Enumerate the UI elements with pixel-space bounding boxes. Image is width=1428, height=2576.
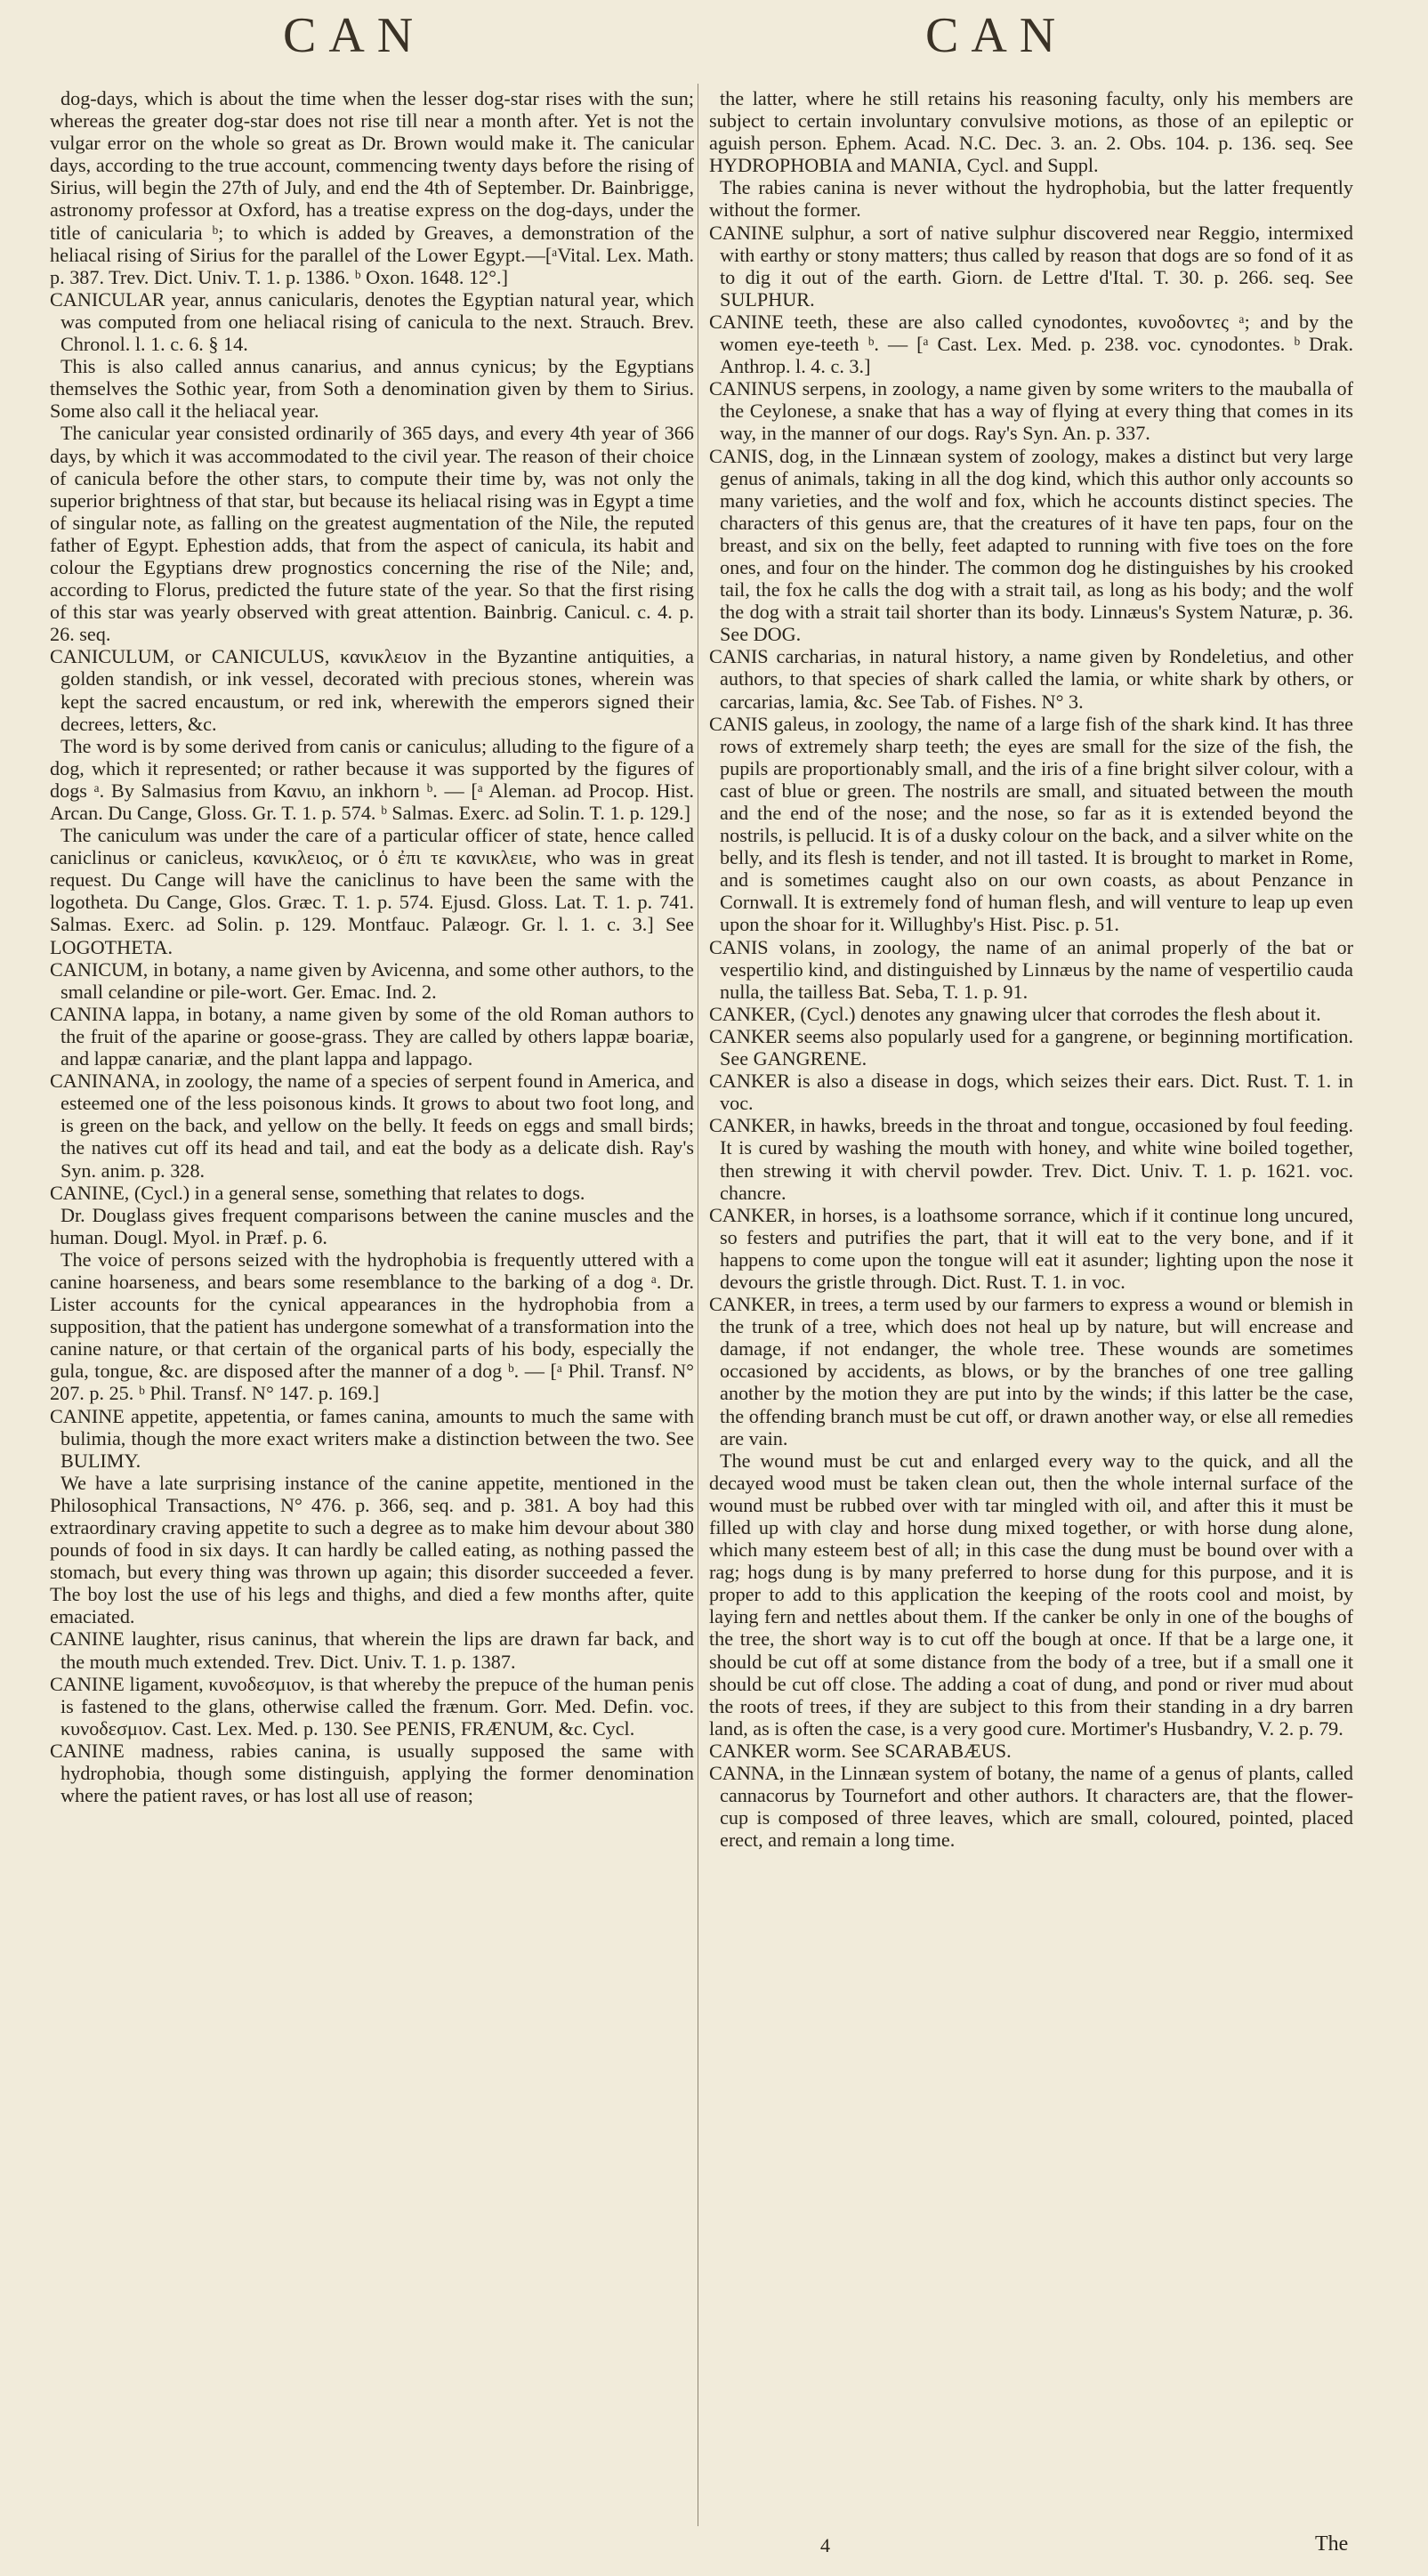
running-head-left: CAN — [283, 8, 426, 63]
entry-paragraph: the latter, where he still retains his reasoning faculty, only his members are subject to certain involuntary convulsive motions, as those of an epileptic or aguish person. Ephem. Acad. N.C. Dec. 3. an. 2. Obs. 104. p. 136. seq. See HYDROPHOBIA and MANIA, Cycl. and Suppl. — [709, 87, 1353, 177]
dictionary-entry: CANINE teeth, these are also called cynodontes, κυνοδοντες ᵃ; and by the women eye-teeth ᵇ. — [ᵃ Cast. Lex. Med. p. 238. voc. cynodontes. ᵇ Drak. Anthrop. l. 4. c. 3.] — [709, 310, 1353, 378]
dictionary-entry: CANIS volans, in zoology, the name of an animal properly of the bat or vespertilio kind, and distinguished by Linnæus by the name of vespertilio cauda nulla, the tailless Bat. Seba, T. 1. p. 91. — [709, 935, 1353, 1003]
dictionary-entry: CANKER is also a disease in dogs, which seizes their ears. Dict. Rust. T. 1. in voc. — [709, 1070, 1353, 1115]
entry-paragraph: The caniculum was under the care of a particular officer of state, hence called caniclinus or canicleus, κανικλειος, or ὁ ἐπι τε κανικλειε, who was in great request. Du Cange will have the caniclinus to have been the same with the logotheta. Du Cange, Glos. Græc. T. 1. p. 574. Ejusd. Gloss. Lat. T. 1. p. 741. Salmas. Exerc. ad Solin. p. 129. Montfauc. Palæogr. Gr. l. 1. c. 3.] See LOGOTHETA. — [50, 824, 694, 958]
dictionary-entry: CANINUS serpens, in zoology, a name given by some writers to the mauballa of the Ceylonese, a snake that has a way of flying at every thing that comes in its way, in the manner of our dogs. Ray's Syn. An. p. 337. — [709, 377, 1353, 445]
dictionary-entry: CANKER, (Cycl.) denotes any gnawing ulcer that corrodes the flesh about it. — [709, 1002, 1321, 1025]
dictionary-entry: CANIS carcharias, in natural history, a name given by Rondeletius, and other authors, to that species of shark called the lamia, or white shark by others, or carcarias, lamia, &c. See Tab. of Fishes. N° 3. — [709, 645, 1353, 713]
page-number: 4 — [820, 2534, 830, 2556]
dictionary-entry: CANICULAR year, annus canicularis, denotes the Egyptian natural year, which was computed from one heliacal rising of canicula to the next. Strauch. Brev. Chronol. l. 1. c. 6. § 14. — [50, 287, 694, 356]
entry-paragraph: This is also called annus canarius, and annus cynicus; by the Egyptians themselves the Sothic year, from Soth a denomination given by them to Sirius. Some also call it the heliacal year. — [50, 355, 694, 423]
dictionary-entry: CANINE madness, rabies canina, is usually supposed the same with hydrophobia, though some distinguish, applying the former denomination where the patient raves, or has lost all use of reason; — [50, 1739, 694, 1807]
dictionary-entry: CANKER, in horses, is a loathsome sorrance, which if it continue long uncured, so festers and putrifies the part, that it will eat to the very bone, and if it happens to come upon the tongue will eat it asunder; lighting upon the nose it devours the gristle through. Dict. Rust. T. 1. in voc. — [709, 1203, 1353, 1293]
dictionary-entry: CANINA lappa, in botany, a name given by some of the old Roman authors to the fruit of the aparine or goose-grass. They are called by others lappæ boariæ, and lappæ canariæ, and the plant lappa and lappago. — [50, 1002, 694, 1070]
dictionary-entry: CANINE sulphur, a sort of native sulphur discovered near Reggio, intermixed with earthy or stony matters; thus called by reason that dogs are so fond of it as to dig it out of the earth. Giorn. de Lettre d'Ital. T. 30. p. 266. seq. See SULPHUR. — [709, 221, 1353, 311]
entry-paragraph: The rabies canina is never without the hydrophobia, but the latter frequently without the former. — [709, 176, 1353, 222]
dictionary-entry: CANKER, in trees, a term used by our farmers to express a wound or blemish in the trunk of a tree, which does not heal up by nature, but will encrease and damage, if not endanger, the whole tree. These wounds are sometimes occasioned by accidents, as blows, or by the branches of one tree galling another by the motion they are put into by the winds; if this latter be the case, the offending branch must be cut off, or drawn another way, or else all remedies are vain. — [709, 1293, 1353, 1450]
dictionary-entry: CANKER worm. See SCARABÆUS. — [709, 1739, 1012, 1762]
dictionary-entry: CANINE laughter, risus caninus, that wherein the lips are drawn far back, and the mouth much extended. Trev. Dict. Univ. T. 1. p. 1387. — [50, 1627, 694, 1673]
dictionary-entry: CANINANA, in zoology, the name of a species of serpent found in America, and esteemed one of the less poisonous kinds. It grows to about two foot long, and is green on the back, and yellow on the belly. It feeds on eggs and small birds; the natives cut off its head and tail, and eat the body as a delicate dish. Ray's Syn. anim. p. 328. — [50, 1070, 694, 1182]
entry-paragraph: We have a late surprising instance of the canine appetite, mentioned in the Philosophical Transactions, N° 476. p. 366, seq. and p. 381. A boy had this extraordinary craving appetite to such a degree as to make him devour about 380 pounds of food in six days. It can hardly be called eating, as nothing passed the stomach, but every thing was thrown up again; this disorder succeeded a fever. The boy lost the use of his legs and thighs, and died a few months after, quite emaciated. — [50, 1471, 694, 1628]
dictionary-entry: CANICUM, in botany, a name given by Avicenna, and some other authors, to the small celandine or pile-wort. Ger. Emac. Ind. 2. — [50, 957, 694, 1003]
entry-paragraph: The canicular year consisted ordinarily of 365 days, and every 4th year of 366 days, by which it was accommodated to the civil year. The reason of their choice of canicula before the other stars, to compute their time by, was not only the superior brightness of that star, but because its heliacal rising was in Egypt a time of singular note, as falling on the greatest augmentation of the Nile, the reputed father of Egypt. Ephestion adds, that from the aspect of canicula, its habit and colour the Egyptians drew prognostics concerning the rise of the Nile; and, according to Florus, predicted the future state of the year. So that the first rising of this star was yearly observed with great attention. Bainbrig. Canicul. c. 4. p. 26. seq. — [50, 422, 694, 646]
right-column — [709, 87, 1353, 1851]
entry-paragraph: dog-days, which is about the time when the lesser dog-star rises with the sun; whereas the greater dog-star does not rise till near a month after. Yet is not the vulgar error on the whole so great as Dr. Brown would make it. The canicular days, according to the true account, commencing twenty days before the rising of Sirius, will begin the 27th of July, and end the 4th of September. Dr. Bainbrigge, astronomy professor at Oxford, has a treatise express on the dog-days, under the title of canicularia ᵇ; to which is added by Greaves, a demonstration of the heliacal rising of Sirius for the parallel of the Lower Egypt.—[ᵃVital. Lex. Math. p. 387. Trev. Dict. Univ. T. 1. p. 1386. ᵇ Oxon. 1648. 12°.] — [50, 87, 694, 288]
catchword: The — [1315, 2532, 1349, 2556]
entry-paragraph: The wound must be cut and enlarged every way to the quick, and all the decayed wood must be taken clean out, then the whole internal surface of the wound must be rubbed over with tar mingled with oil, and after this it must be filled up with clay and horse dung mixed together, or with horse dung alone, which many esteem best of all; in this case the dung must be bound over with a rag; hogs dung is by many preferred to horse dung for this purpose, and it is proper to add to this application the keeping of the roots cool and moist, by laying fern and nettles about them. If the canker be only in one of the boughs of the tree, the short way is to cut off the bough at once. If that be a large one, it should be cut off at some distance from the body of a tree, but if a small one it should be cut off close. The adding a coat of dung, and pond or river mud about the roots of trees, if they are subject to this from their standing in a dry barren land, as is often the case, is a very good cure. Mortimer's Husbandry, V. 2. p. 79. — [709, 1449, 1353, 1740]
left-column — [50, 87, 694, 1806]
entry-paragraph: The voice of persons seized with the hydrophobia is frequently uttered with a canine hoarseness, and bears some resemblance to the barking of a dog ᵃ. Dr. Lister accounts for the cynical appearances in the hydrophobia from a supposition, that the patient has undergone somewhat of a transformation into the canine nature, or that certain of the organical parts of his body, especially the gula, tongue, &c. are disposed after the manner of a dog ᵇ. — [ᵃ Phil. Transf. N° 207. p. 25. ᵇ Phil. Transf. N° 147. p. 169.] — [50, 1248, 694, 1405]
dictionary-entry: CANIS, dog, in the Linnæan system of zoology, makes a distinct but very large genus of animals, taking in all the dog kind, which this author only accounts so many varieties, and the wolf and fox, which he accounts distinct species. The characters of this genus are, that the creatures of it have ten paps, four on the breast, and six on the belly, feet adapted to running with five toes on the fore ones, and four on the hinder. The common dog he distinguishes by his crooked tail, the fox he calls the dog with a strait tail, as long as his body; and the wolf the dog with a strait tail shorter than its body. Linnæus's System Naturæ, p. 36. See DOG. — [709, 444, 1353, 646]
dictionary-entry: CANKER seems also popularly used for a gangrene, or beginning mortification. See GANGRENE. — [709, 1024, 1353, 1070]
entry-paragraph: Dr. Douglass gives frequent comparisons between the canine muscles and the human. Dougl. Myol. in Præf. p. 6. — [50, 1203, 694, 1248]
entry-paragraph: The word is by some derived from canis or caniculus; alluding to the figure of a dog, which it represented; or rather because it was supported by the figures of dogs ᵃ. By Salmasius from Κανιυ, an inkhorn ᵇ. — [ᵃ Aleman. ad Procop. Hist. Arcan. Du Cange, Gloss. Gr. T. 1. p. 574. ᵇ Salmas. Exerc. ad Solin. T. 1. p. 129.] — [50, 734, 694, 824]
dictionary-entry: CANICULUM, or CANICULUS, κανικλειον in the Byzantine antiquities, a golden standish, or ink vessel, decorated with precious stones, wherein was kept the sacred encaustum, or red ink, wherewith the emperors signed their decrees, letters, &c. — [50, 645, 694, 735]
running-head-right: CAN — [925, 8, 1069, 63]
dictionary-entry: CANIS galeus, in zoology, the name of a large fish of the shark kind. It has three rows of extremely sharp teeth; the eyes are small for the size of the fish, the pupils are proportionably small, and the iris of a fine bright silver colour, with a cast of blue or green. The nostrils are small, and situated between the mouth and the end of the nose; and the nose, so far as it is extended beyond the nostrils, is pellucid. It is of a dusky colour on the back, and a silver white on the belly, and its flesh is tender, and not ill tasted. It is brought to market in Rome, and is sometimes caught also on our own coasts, as about Penzance in Cornwall. It is extremely fond of human flesh, and will venture to leap up even upon the shoar for it. Willughby's Hist. Pisc. p. 51. — [709, 712, 1353, 936]
dictionary-entry: CANINE appetite, appetentia, or fames canina, amounts to much the same with bulimia, though the more exact writers make a distinction between the two. See BULIMY. — [50, 1404, 694, 1472]
dictionary-entry: CANKER, in hawks, breeds in the throat and tongue, occasioned by foul feeding. It is cured by washing the mouth with honey, and white wine boiled together, then strewing it with chervil powder. Trev. Dict. Univ. T. 1. p. 1621. voc. chancre. — [709, 1114, 1353, 1204]
dictionary-entry: CANNA, in the Linnæan system of botany, the name of a genus of plants, called cannacorus by Tournefort and other authors. It characters are, that the flower-cup is composed of three leaves, which are small, coloured, pointed, placed erect, and remain a long time. — [709, 1762, 1353, 1852]
dictionary-entry: CANINE, (Cycl.) in a general sense, something that relates to dogs. — [50, 1181, 585, 1204]
dictionary-entry: CANINE ligament, κυνοδεσμιον, is that whereby the prepuce of the human penis is fastened to the glans, otherwise called the frænum. Gorr. Med. Defin. voc. κυνοδεσμιον. Cast. Lex. Med. p. 130. See PENIS, FRÆNUM, &c. Cycl. — [50, 1672, 694, 1740]
